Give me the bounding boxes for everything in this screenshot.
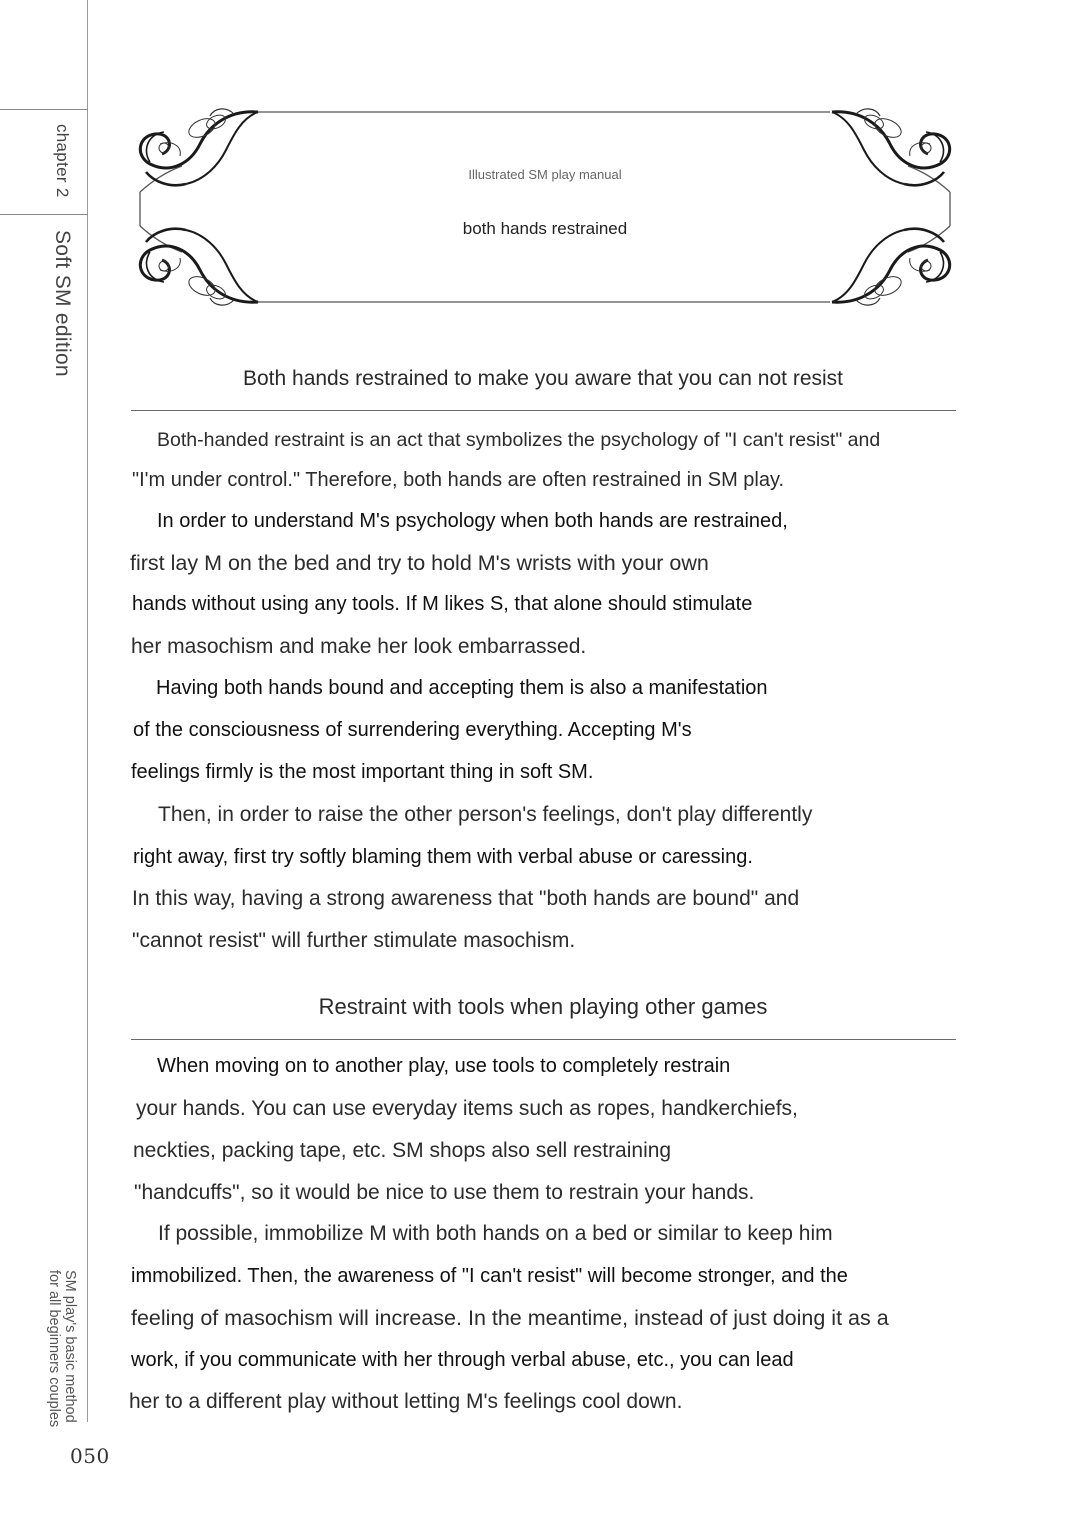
section-heading-1: Both hands restrained to make you aware that you can not resist — [242, 367, 843, 390]
body-line: first lay M on the bed and try to hold M's wrists with your own — [130, 551, 709, 575]
frame-subtitle: Illustrated SM play manual — [468, 167, 622, 182]
section-heading-2: Restraint with tools when playing other games — [318, 994, 768, 1019]
heading-underline-1 — [131, 410, 956, 411]
flourish-border-icon — [130, 104, 960, 314]
body-line: immobilized. Then, the awareness of "I can't resist" will become stronger, and the — [131, 1265, 848, 1287]
body-line: neckties, packing tape, etc. SM shops also sell restraining — [133, 1139, 672, 1162]
body-line: right away, first try softly blaming them with verbal abuse or caressing. — [133, 846, 753, 868]
body-line: "I'm under control." Therefore, both hands are often restrained in SM play. — [132, 469, 785, 491]
body-line: feelings firmly is the most important thing in soft SM. — [131, 761, 594, 783]
section-tab: Soft SM edition — [51, 230, 74, 377]
tab-divider-top — [0, 109, 88, 110]
body-line: feeling of masochism will increase. In the meantime, instead of just doing it as a — [131, 1306, 889, 1330]
body-line: her masochism and make her look embarrassed. — [131, 635, 587, 658]
body-line: In this way, having a strong awareness that "both hands are bound" and — [132, 887, 800, 910]
body-line: Both-handed restraint is an act that symbolizes the psychology of "I can't resist" and — [157, 429, 881, 451]
body-line: "handcuffs", so it would be nice to use them to restrain your hands. — [134, 1181, 755, 1204]
ornamental-title-frame — [130, 104, 960, 314]
body-line: In order to understand M's psychology when both hands are restrained, — [157, 510, 788, 532]
book-title-line-1: SM play's basic method — [62, 1270, 78, 1423]
body-line: Having both hands bound and accepting them is also a manifestation — [156, 677, 768, 699]
body-line: "cannot resist" will further stimulate masochism. — [132, 929, 576, 952]
book-title-line-2: for all beginners couples — [46, 1270, 62, 1428]
page-number: 050 — [70, 1444, 110, 1468]
body-line: her to a different play without letting M's feelings cool down. — [129, 1390, 683, 1413]
body-line: your hands. You can use everyday items such as ropes, handkerchiefs, — [136, 1097, 798, 1120]
body-line: When moving on to another play, use tools to completely restrain — [157, 1055, 731, 1077]
chapter-tab: chapter 2 — [53, 124, 72, 198]
body-line: of the consciousness of surrendering everything. Accepting M's — [133, 719, 692, 741]
frame-title: both hands restrained — [462, 219, 628, 238]
tab-divider-middle — [0, 214, 88, 215]
body-line: work, if you communicate with her through verbal abuse, etc., you can lead — [131, 1349, 794, 1371]
heading-underline-2 — [131, 1039, 956, 1040]
book-title — [46, 1270, 78, 1427]
body-line: hands without using any tools. If M likes S, that alone should stimulate — [132, 593, 753, 615]
body-line: If possible, immobilize M with both hands on a bed or similar to keep him — [158, 1222, 833, 1245]
body-line: Then, in order to raise the other person's feelings, don't play differently — [158, 803, 813, 826]
